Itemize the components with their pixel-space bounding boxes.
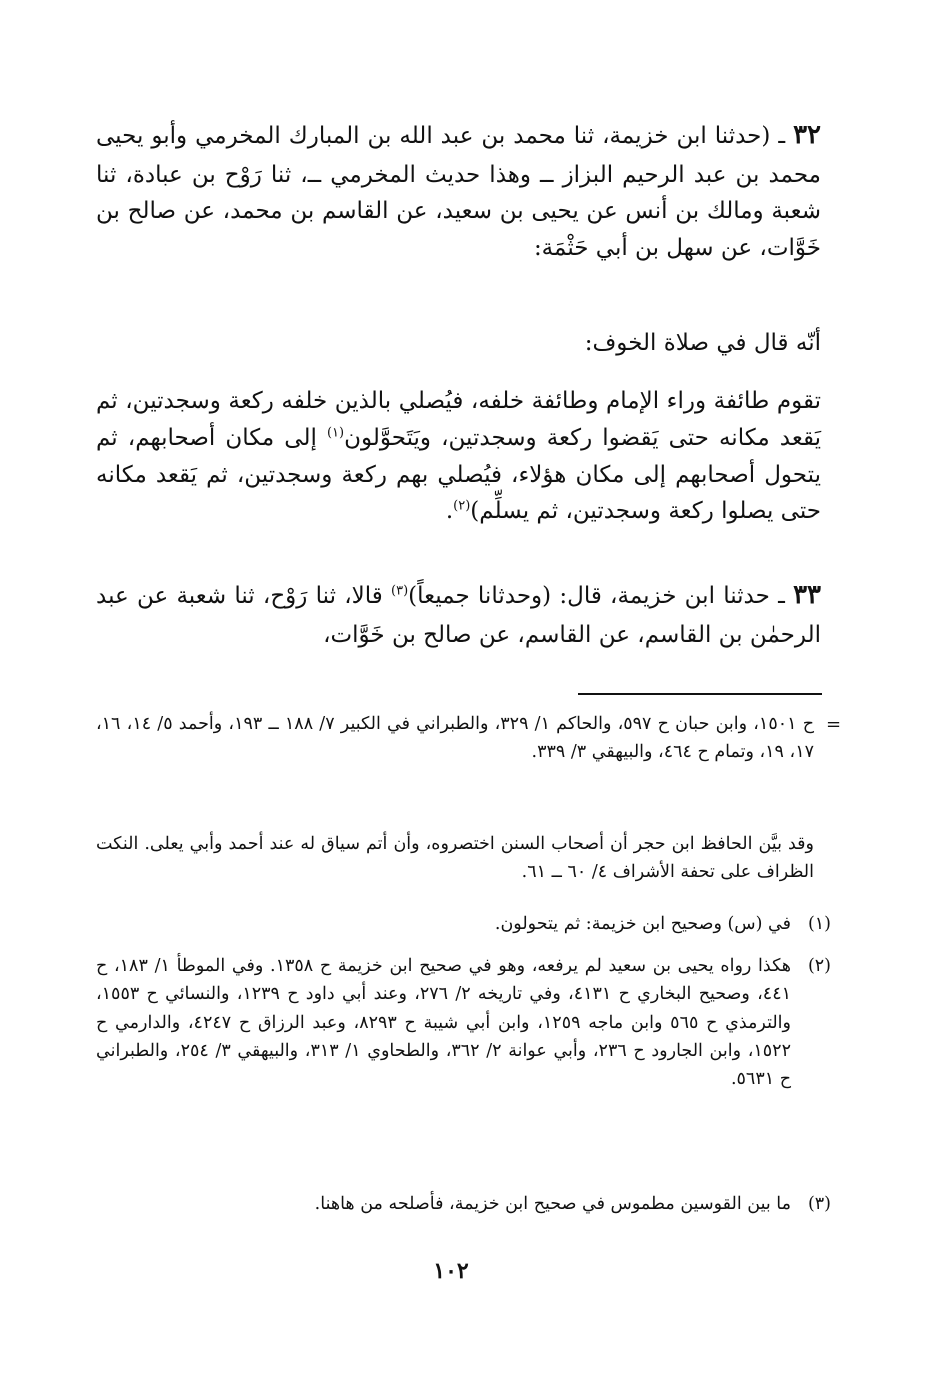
footnote-label: (٢) bbox=[807, 956, 831, 976]
footnote-continuation-text: ح ١٥٠١، وابن حبان ح ٥٩٧، والحاكم ١/ ٣٢٩، والطبراني في الكبير ٧/ ١٨٨ ــ ١٩٣، وأحمد ٥/ ١٤، ١٦، ١٧، ١٩، وتمام ح ٤٦٤، والبيهقي ٣/ ٣٣٩. bbox=[96, 714, 815, 763]
hadith-32-isnad: ـ (حدثنا ابن خزيمة، ثنا محمد بن عبد الله بن المبارك المخرمي وأبو يحيى محمد بن عبد الرحيم البزاز ــ وهذا حديث المخرمي ــ، ثنا رَوْح بن عبادة، ثنا شعبة ومالك بن أنس عن يحيى بن سعيد، عن القاسم بن محمد، عن صالح بن خَوَّات، عن سهل بن أبي حَثْمَة: bbox=[96, 123, 821, 262]
footnote-hafiz-note bbox=[96, 830, 814, 887]
continuation-mark: = bbox=[826, 714, 842, 735]
footnote-2 bbox=[96, 952, 831, 1094]
footnote-label: (١) bbox=[807, 914, 831, 934]
footnote-1 bbox=[96, 910, 831, 938]
hadith-32-paragraph bbox=[96, 115, 821, 267]
page-number: ١٠٢ bbox=[433, 1258, 469, 1284]
footnote-mark-3[interactable]: (٣) bbox=[391, 583, 409, 599]
footnote-divider bbox=[578, 693, 822, 695]
hadith-33-part-2: قالا، ثنا رَوْح، ثنا شعبة عن عبد الرحمٰن بن القاسم، عن القاسم، عن صالح بن خَوَّات، bbox=[96, 583, 821, 648]
footnote-text: هكذا رواه يحيى بن سعيد لم يرفعه، وهو في صحيح ابن خزيمة ح ١٣٥٨. وفي الموطأ ١/ ١٨٣، ح ٤٤١، وصحيح البخاري ح ٤١٣١، وفي تاريخه ٢/ ٢٧٦، وعند أبي داود ح ١٢٣٩، والنسائي ح ١٥٥٣، والترمذي ح ٥٦٥ وابن ماجه ١٢٥٩، وابن أبي شيبة ح ٨٢٩٣، وعبد الرزاق ح ٤٢٤٧، والدارمي ح ١٥٢٢، وابن الجارود ح ٢٣٦، وأبي عوانة ٢/ ٣٦٢، والطحاوي ١/ ٣١٣، والبيهقي ٣/ ٢٥٤، والطبراني ح ٥٦٣١. bbox=[96, 956, 791, 1090]
hadith-32-body-part-2: إلى مكان أصحابهم، ثم يتحول أصحابهم إلى مكان هؤلاء، فيُصلي بهم ركعة وسجدتين، ثم يَقعد مكانه حتى يصلوا ركعة وسجدتين، ثم يسلِّم) bbox=[96, 424, 821, 525]
hadith-32-intro-text: أنّه قال في صلاة الخوف: bbox=[584, 330, 821, 356]
footnote-3 bbox=[96, 1190, 831, 1218]
hadith-32-body bbox=[96, 383, 821, 530]
footnote-continuation bbox=[96, 710, 814, 767]
hadith-32-intro bbox=[96, 325, 821, 362]
hadith-32-body-end: . bbox=[445, 498, 454, 525]
footnote-mark-1[interactable]: (١) bbox=[326, 425, 345, 441]
footnote-text: ما بين القوسين مطموس في صحيح ابن خزيمة، فأصلحه من هاهنا. bbox=[314, 1194, 791, 1214]
hadith-33-part-1: ـ حدثنا ابن خزيمة، قال: (وحدثانا جميعاً) bbox=[408, 583, 785, 609]
hadith-33-paragraph bbox=[96, 575, 821, 653]
footnote-hafiz-note-text: وقد بيَّن الحافظ ابن حجر أن أصحاب السنن اختصروه، وأن أتم سياق له عند أحمد وأبي يعلى. النكت الظراف على تحفة الأشراف ٤/ ٦٠ ــ ٦١. bbox=[96, 834, 814, 883]
hadith-number: ٣٢ bbox=[793, 120, 821, 150]
footnote-label: (٣) bbox=[807, 1194, 831, 1214]
hadith-number: ٣٣ bbox=[793, 580, 822, 610]
hadith-32-body-part-1: تقوم طائفة وراء الإمام وطائفة خلفه، فيُصلي بالذين خلفه ركعة وسجدتين، ثم يَقعد مكانه حتى يَقضوا ركعة وسجدتين، ويَتَحوَّلون bbox=[96, 388, 821, 451]
footnote-text: في (س) وصحيح ابن خزيمة: ثم يتحولون. bbox=[494, 914, 791, 934]
footnote-mark-2[interactable]: (٢) bbox=[453, 498, 471, 514]
